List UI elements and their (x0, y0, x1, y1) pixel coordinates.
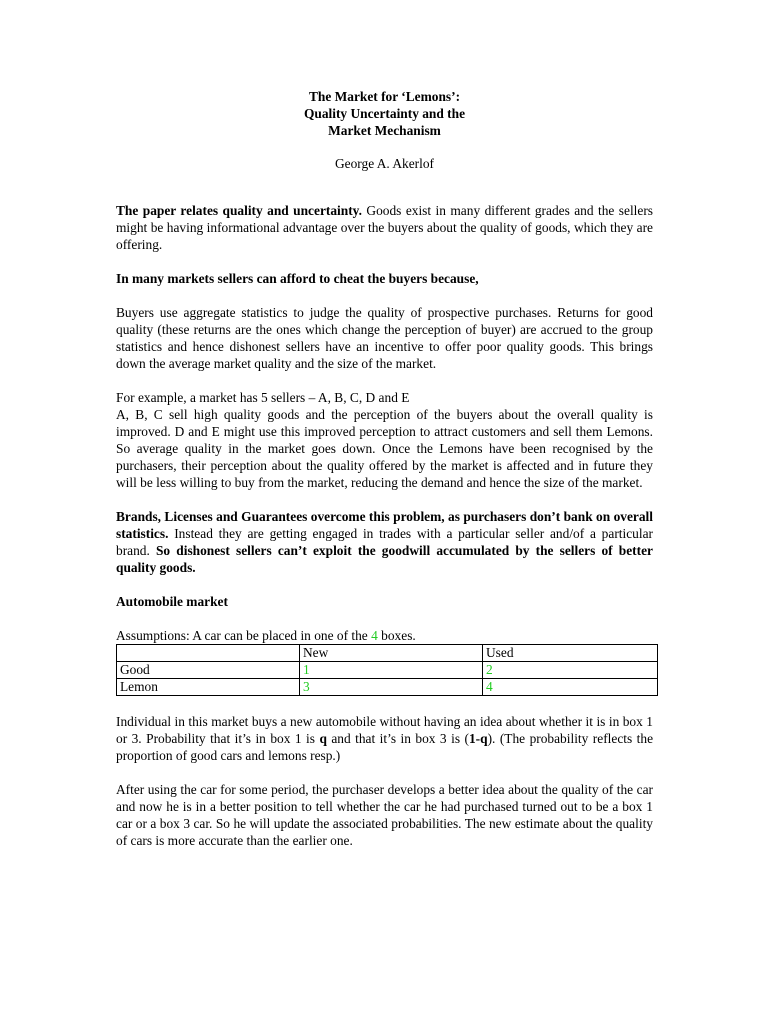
individual-text-1: Individual in this market buys a new automobile without having an idea about whether it is in box 1 or 3. Probability that it’s in box 1 is (116, 714, 653, 746)
individual-text-3: ). (The probability reflects the proportion of good cars and lemons resp.) (116, 731, 654, 763)
example-paragraph: A, B, C sell high quality goods and the perception of the buyers about the overall quality is improved. D and E might use this improved perception to attract customers and sell them Lemons. So average quality in the market goes down. Once the Lemons have been recognised by the purchasers, their perception about the quality offered by the market is affected and in future they will be less willing to buy from the market, reducing the demand and hence the size of the market. (116, 407, 653, 490)
heading-automobile (116, 593, 653, 610)
table-row (117, 662, 658, 679)
one-minus-q-symbol: 1-q (468, 731, 488, 746)
heading-automobile-text: Automobile market (116, 594, 228, 609)
assumptions-line (116, 627, 653, 644)
table-cell: 2 (483, 662, 658, 679)
example-line: For example, a market has 5 sellers – A, B, C, D and E (116, 390, 410, 405)
table-cell: Lemon (117, 679, 300, 696)
assumptions-number: 4 (371, 628, 378, 643)
table-cell: 1 (300, 662, 483, 679)
brands-bold-2: So dishonest sellers can’t exploit the goodwill accumulated by the sellers of better quality goods. (116, 543, 653, 575)
intro-bold: The paper relates quality and uncertainty. (116, 203, 362, 218)
individual-text-2: and that it’s in box 3 is ( (326, 731, 469, 746)
title-line-3: Market Mechanism (328, 123, 441, 138)
table-header-row (117, 645, 658, 662)
assumptions-before: Assumptions: A car can be placed in one of the (116, 628, 372, 643)
intro-paragraph (116, 202, 653, 253)
individual-paragraph (116, 713, 653, 764)
document-page (116, 88, 653, 849)
buyers-paragraph: Buyers use aggregate statistics to judge the quality of prospective purchases. Returns for good quality (these returns are the ones which change the perception of buyer) are accrued to the group statistics and hence dishonest sellers have an incentive to offer poor quality goods. This brings down the average market quality and the size of the market. (116, 305, 653, 371)
table-header-cell (117, 645, 300, 662)
table-cell: 3 (300, 679, 483, 696)
table-header-cell: Used (483, 645, 658, 662)
heading-cheat (116, 270, 653, 287)
table-cell: 4 (483, 679, 658, 696)
brands-bold-1: Brands, Licenses and Guarantees overcome this problem, as purchasers don’t bank on overall statistics. (116, 509, 653, 541)
brands-text: Instead they are getting engaged in trades with a particular seller and/of a particular brand. (116, 526, 653, 558)
intro-text: Goods exist in many different grades and the sellers might be having informational advantage over the buyers about the quality of goods, which they are offering. (116, 203, 653, 252)
table-header-cell: New (300, 645, 483, 662)
heading-cheat-text: In many markets sellers can afford to cheat the buyers because, (116, 271, 479, 286)
table-row (117, 679, 658, 696)
table-cell: Good (117, 662, 300, 679)
paper-title (116, 88, 653, 139)
after-use-paragraph: After using the car for some period, the purchaser develops a better idea about the quality of the car and now he is in a better position to tell whether the car he had purchased turned out to be a box 1 car or a box 3 car. So he will update the associated probabilities. The new estimate about the quality of cars is more accurate than the earlier one. (116, 782, 653, 848)
title-line-1: The Market for ‘Lemons’: (308, 89, 461, 104)
author-name: George A. Akerlof (334, 156, 435, 171)
brands-paragraph (116, 508, 653, 576)
title-line-2: Quality Uncertainty and the (303, 106, 466, 121)
car-boxes-table (116, 644, 658, 696)
assumptions-after: boxes. (377, 628, 416, 643)
q-symbol: q (319, 731, 327, 746)
